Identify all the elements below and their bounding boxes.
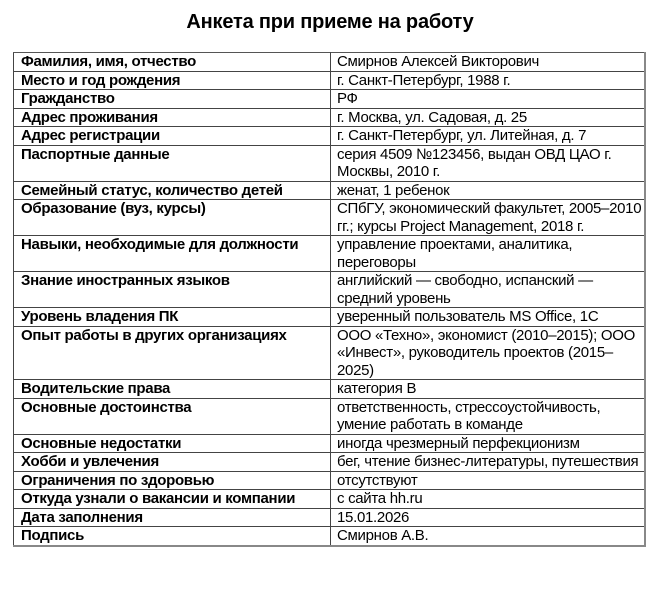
field-label: Основные достоинства (14, 398, 331, 434)
table-row-weaknesses (14, 434, 645, 453)
field-value: управление проектами, аналитика, переговоры (331, 236, 645, 272)
questionnaire-table (13, 52, 646, 547)
table-row-strengths (14, 398, 645, 434)
field-value: г. Санкт-Петербург, 1988 г. (331, 71, 645, 90)
field-label: Дата заполнения (14, 508, 331, 527)
table-row-signature (14, 527, 645, 546)
field-label: Образование (вуз, курсы) (14, 200, 331, 236)
field-label: Знание иностранных языков (14, 272, 331, 308)
table-row-languages (14, 272, 645, 308)
field-label: Место и год рождения (14, 71, 331, 90)
field-value: отсутствуют (331, 471, 645, 490)
table-row-date (14, 508, 645, 527)
field-value: г. Санкт-Петербург, ул. Литейная, д. 7 (331, 127, 645, 146)
table-row-hobbies (14, 453, 645, 472)
field-label: Адрес регистрации (14, 127, 331, 146)
field-value: иногда чрезмерный перфекционизм (331, 434, 645, 453)
field-value: Смирнов А.В. (331, 527, 645, 546)
field-label: Хобби и увлечения (14, 453, 331, 472)
field-value: ООО «Техно», экономист (2010–2015); ООО «Инвест», руководитель проектов (2015–2025) (331, 326, 645, 380)
table-row-passport (14, 145, 645, 181)
field-label: Подпись (14, 527, 331, 546)
page-title: Анкета при приеме на работу (186, 11, 474, 33)
field-value: ответственность, стрессоустойчивость, умение работать в команде (331, 398, 645, 434)
field-label: Адрес проживания (14, 108, 331, 127)
table-row-full-name (14, 53, 645, 72)
field-label: Ограничения по здоровью (14, 471, 331, 490)
table-row-registration-address (14, 127, 645, 146)
field-label: Опыт работы в других организациях (14, 326, 331, 380)
field-value: 15.01.2026 (331, 508, 645, 527)
field-label: Основные недостатки (14, 434, 331, 453)
field-value: СПбГУ, экономический факультет, 2005–2010 гг.; курсы Project Management, 2018 г. (331, 200, 645, 236)
field-value: серия 4509 №123456, выдан ОВД ЦАО г. Москвы, 2010 г. (331, 145, 645, 181)
table-row-work-experience (14, 326, 645, 380)
field-value: категория В (331, 380, 645, 399)
field-value: г. Москва, ул. Садовая, д. 25 (331, 108, 645, 127)
field-label: Уровень владения ПК (14, 308, 331, 327)
field-value: с сайта hh.ru (331, 490, 645, 509)
field-value: женат, 1 ребенок (331, 181, 645, 200)
table-row-source (14, 490, 645, 509)
table-row-residence-address (14, 108, 645, 127)
field-label: Гражданство (14, 90, 331, 109)
field-label: Фамилия, имя, отчество (14, 53, 331, 72)
table-row-birth (14, 71, 645, 90)
field-label: Навыки, необходимые для должности (14, 236, 331, 272)
field-value: РФ (331, 90, 645, 109)
field-value: бег, чтение бизнес-литературы, путешествия (331, 453, 645, 472)
field-label: Откуда узнали о вакансии и компании (14, 490, 331, 509)
field-label: Семейный статус, количество детей (14, 181, 331, 200)
table-row-driving-license (14, 380, 645, 399)
table-row-skills (14, 236, 645, 272)
table-row-citizenship (14, 90, 645, 109)
field-label: Водительские права (14, 380, 331, 399)
table-row-education (14, 200, 645, 236)
table-row-pc-skills (14, 308, 645, 327)
table-row-family-status (14, 181, 645, 200)
field-label: Паспортные данные (14, 145, 331, 181)
field-value: Смирнов Алексей Викторович (331, 53, 645, 72)
field-value: английский — свободно, испанский — средний уровень (331, 272, 645, 308)
table-row-health (14, 471, 645, 490)
field-value: уверенный пользователь MS Office, 1С (331, 308, 645, 327)
